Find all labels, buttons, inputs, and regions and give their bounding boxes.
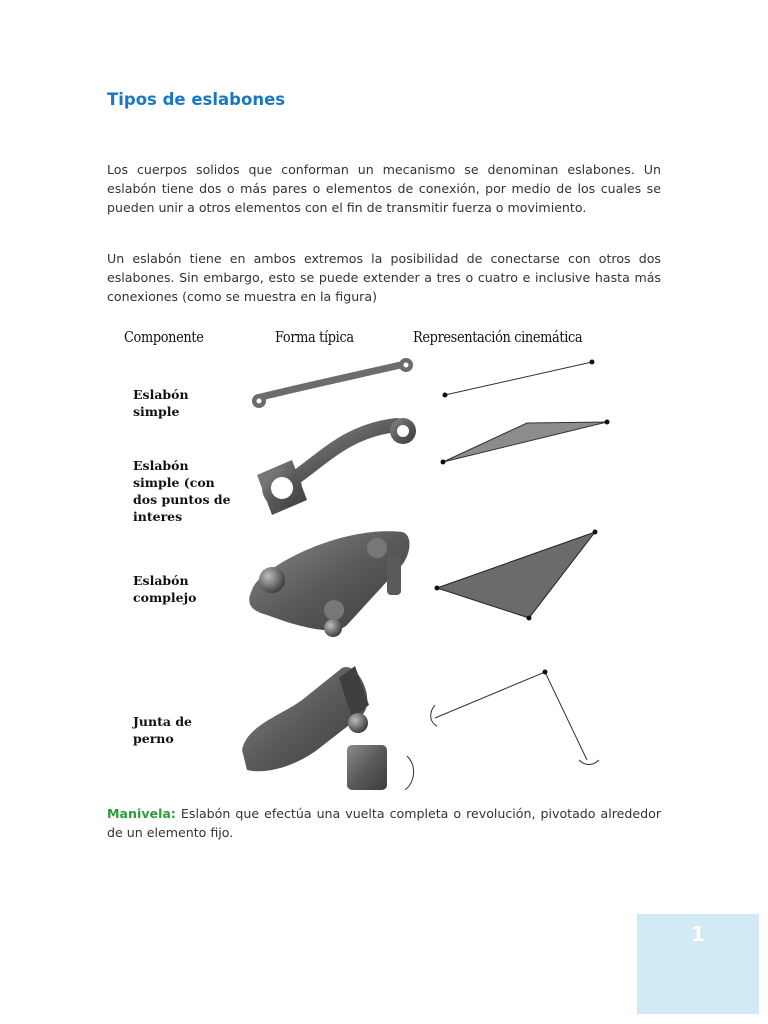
figure-label-simple-link: Eslabón simple	[133, 387, 189, 419]
paragraph-intro: Los cuerpos solidos que conforman un mecanismo se denominan eslabones. Un eslabón tiene dos o más pares o elementos de conexión, por medio de los cuales se pueden unir a otros elementos con el fin de transmitir fuerza o movimiento.	[107, 162, 661, 215]
term-crank: Manivela:	[107, 806, 176, 821]
kinematic-simple-link	[443, 360, 595, 398]
figure-label-complex-link: Eslabón complejo	[133, 573, 197, 605]
shape-pin-joint	[242, 666, 414, 790]
paragraph-crank-definition	[107, 804, 661, 842]
figure-artwork	[107, 320, 627, 790]
shape-simple-link	[252, 358, 413, 408]
kinematic-simple-link-two-points	[441, 420, 610, 465]
page-title: Tipos de eslabones	[107, 90, 286, 109]
page-number-box	[637, 914, 759, 1014]
shape-complex-link	[249, 531, 409, 637]
shape-simple-link-two-points	[257, 418, 416, 515]
figure-header-kinematic: Representación cinemática	[413, 328, 583, 346]
figure-header-component: Componente	[124, 328, 204, 346]
page-number: 1	[691, 922, 705, 946]
figure-label-simple-link-two-points: Eslabón simple (con dos puntos de interes	[133, 458, 231, 524]
figure-label-pin-joint: Junta de perno	[133, 714, 193, 746]
term-crank-definition: Eslabón que efectúa una vuelta completa o revolución, pivotado alrededor de un elemento fijo.	[107, 806, 661, 840]
kinematic-complex-link	[435, 530, 598, 621]
paragraph-connections: Un eslabón tiene en ambos extremos la posibilidad de conectarse con otros dos eslabones. Sin embargo, esto se puede extender a tres o cuatro e inclusive hasta más conexiones (como se muestra en la figura)	[107, 251, 661, 304]
link-types-figure	[107, 320, 627, 790]
figure-header-typical-shape: Forma típica	[275, 328, 354, 346]
kinematic-pin-joint	[431, 670, 599, 765]
